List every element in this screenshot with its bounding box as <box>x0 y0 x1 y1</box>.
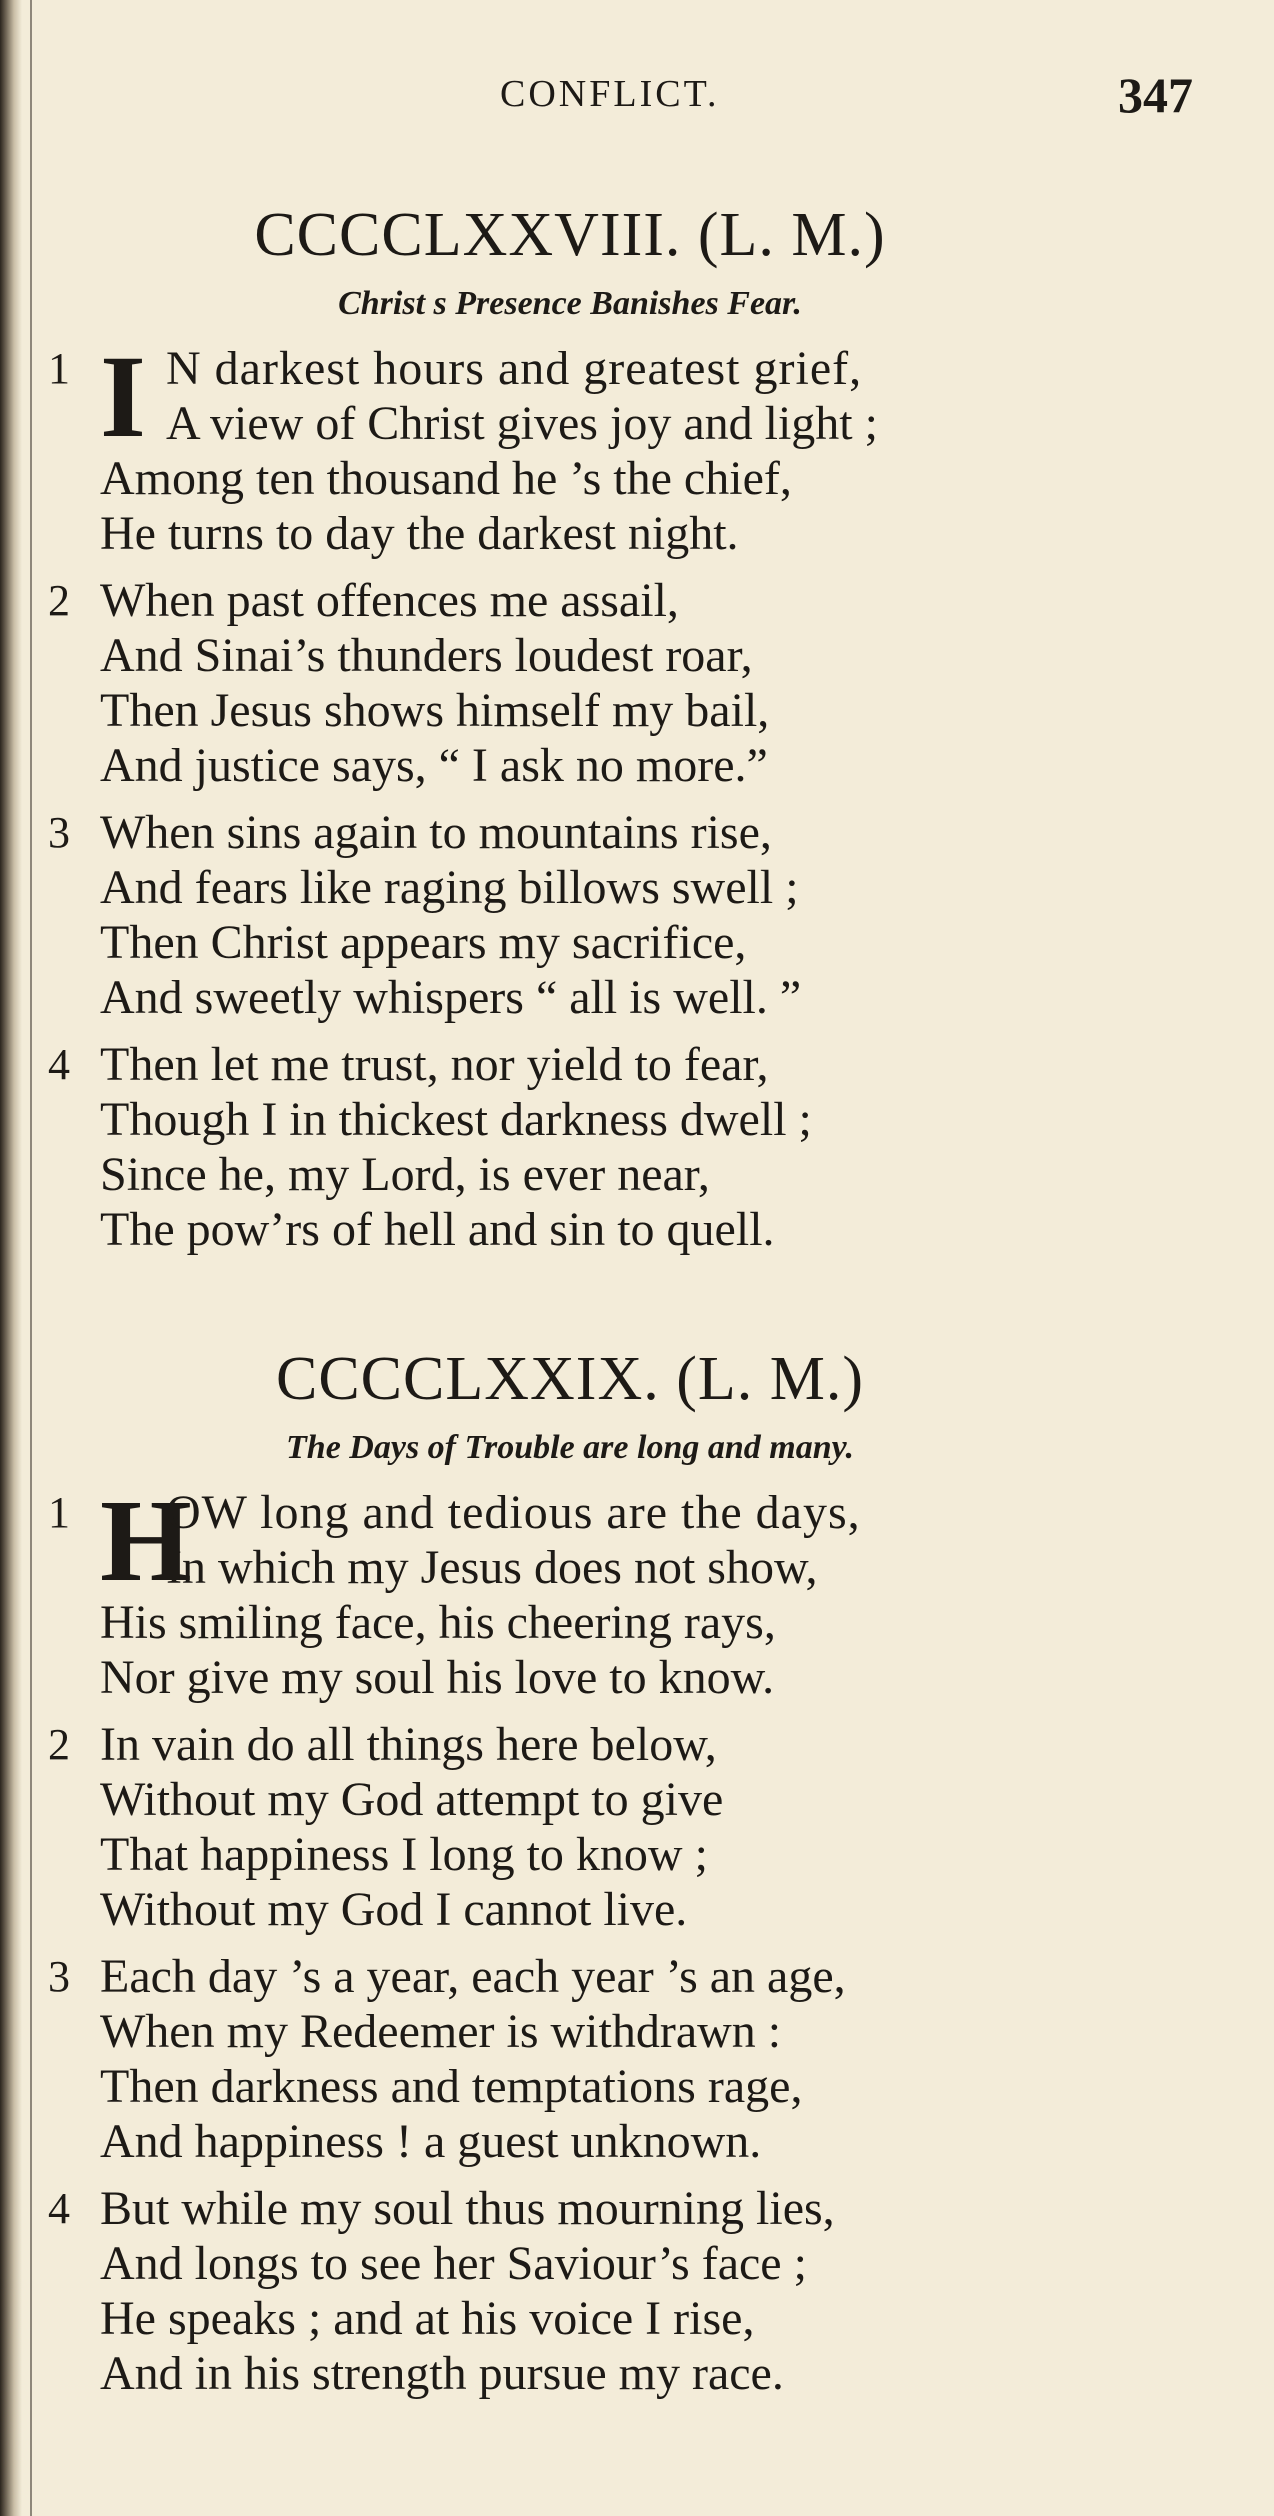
stanza-number: 1 <box>48 344 70 393</box>
verse-line: And fears like raging billows swell ; <box>100 861 799 914</box>
verse-line: He speaks ; and at his voice I rise, <box>100 2292 755 2345</box>
stanza-number: 2 <box>48 576 70 625</box>
stanza-number: 2 <box>48 1720 70 1769</box>
hymn-subtitle: Christ s Presence Banishes Fear. <box>338 285 802 322</box>
verse-line: The pow’rs of hell and sin to quell. <box>100 1203 775 1256</box>
verse-line: But while my soul thus mourning lies, <box>100 2182 835 2235</box>
verse-line: Without my God I cannot live. <box>100 1883 688 1936</box>
stanza-4 <box>48 2181 1274 2401</box>
stanza-1 <box>48 331 1274 561</box>
stanza-1 <box>48 1475 1274 1705</box>
verse-line: Then let me trust, nor yield to fear, <box>100 1038 769 1091</box>
stanza-2 <box>48 1717 1274 1937</box>
verse-line: When past offences me assail, <box>100 574 679 627</box>
verse-line: And in his strength pursue my race. <box>100 2347 784 2400</box>
verse-line: N darkest hours and greatest grief, <box>166 342 863 395</box>
verse-line: In vain do all things here below, <box>100 1718 717 1771</box>
verse-line: He turns to day the darkest night. <box>100 507 739 560</box>
verse-line: Among ten thousand he ’s the chief, <box>100 452 792 505</box>
verse-line: Since he, my Lord, is ever near, <box>100 1148 710 1201</box>
verse-line: When my Redeemer is withdrawn : <box>100 2005 782 2058</box>
verse-line: Without my God attempt to give <box>100 1773 724 1826</box>
verse-line: And sweetly whispers “ all is well. ” <box>100 971 802 1024</box>
running-title: CONFLICT. <box>500 73 720 115</box>
hymn-478 <box>0 200 1274 1257</box>
verse-line: A view of Christ gives joy and light ; <box>166 397 878 450</box>
verse-line: When sins again to mountains rise, <box>100 806 772 859</box>
verse-line: Then darkness and temptations rage, <box>100 2060 803 2113</box>
verse-line: Then Jesus shows himself my bail, <box>100 684 770 737</box>
verse-line: OW long and tedious are the days, <box>166 1486 861 1539</box>
drop-cap: I <box>100 331 146 462</box>
hymn-title: CCCCLXXIX. (L. M.) <box>275 1345 865 1413</box>
verse-line: Each day ’s a year, each year ’s an age, <box>100 1950 846 2003</box>
drop-cap: H <box>100 1475 192 1606</box>
hymn-479 <box>0 1344 1274 2401</box>
hymn-title: CCCCLXXVIII. (L. M.) <box>254 201 886 269</box>
stanza-3 <box>48 805 1274 1025</box>
stanza-4 <box>48 1037 1274 1257</box>
verse-line: And happiness ! a guest unknown. <box>100 2115 762 2168</box>
verse-line: And Sinai’s thunders loudest roar, <box>100 629 753 682</box>
running-head <box>0 67 1274 123</box>
verse-line: Then Christ appears my sacrifice, <box>100 916 747 969</box>
verse-line: Though I in thickest darkness dwell ; <box>100 1093 812 1146</box>
stanza-number: 4 <box>48 2184 70 2233</box>
stanza-number: 1 <box>48 1488 70 1537</box>
verse-line: In which my Jesus does not show, <box>166 1541 818 1594</box>
verse-line: That happiness I long to know ; <box>100 1828 708 1881</box>
stanza-number: 4 <box>48 1040 70 1089</box>
hymn-subtitle: The Days of Trouble are long and many. <box>286 1429 854 1466</box>
stanza-3 <box>48 1949 1274 2169</box>
stanza-number: 3 <box>48 808 70 857</box>
page-number: 347 <box>1118 67 1193 123</box>
verse-line: Nor give my soul his love to know. <box>100 1651 775 1704</box>
stanza-number: 3 <box>48 1952 70 2001</box>
stanza-2 <box>48 573 1274 793</box>
verse-line: And justice says, “ I ask no more.” <box>100 739 768 792</box>
verse-line: His smiling face, his cheering rays, <box>100 1596 776 1649</box>
verse-line: And longs to see her Saviour’s face ; <box>100 2237 807 2290</box>
